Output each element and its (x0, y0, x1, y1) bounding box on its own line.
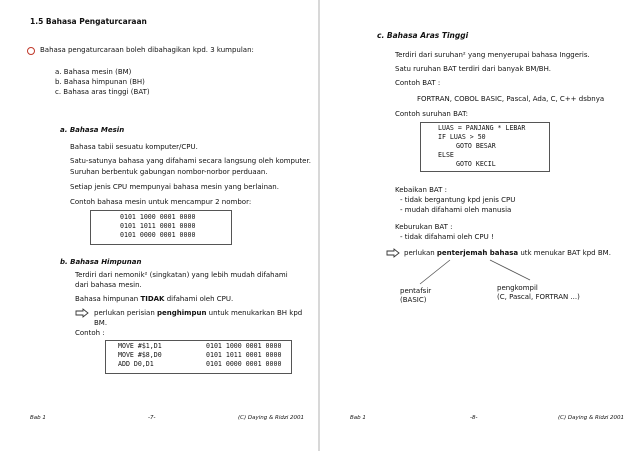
paragraph: Bahasa himpunan TIDAK difahami oleh CPU. (75, 295, 234, 303)
paragraph: - tidak difahami oleh CPU ! (400, 233, 494, 241)
page-right (320, 0, 638, 451)
binary-line: 0101 0000 0001 0000 (120, 231, 196, 239)
paragraph: dari bahasa mesin. (75, 281, 142, 289)
paragraph: - mudah difahami oleh manusia (400, 206, 512, 214)
footer-chapter: Bab 1 (30, 415, 46, 421)
compiler-example: (C, Pascal, FORTRAN ...) (497, 293, 580, 301)
footer-chapter: Bab 1 (350, 415, 366, 421)
code-line: ELSE (438, 151, 454, 159)
code-line: GOTO BESAR (456, 142, 496, 150)
subsection-title: b. Bahasa Himpunan (60, 258, 142, 266)
emphasis: TIDAK (140, 295, 165, 303)
paragraph: Kebaikan BAT : (395, 186, 448, 194)
interpreter-example: (BASIC) (400, 296, 427, 304)
subsection-title: a. Bahasa Mesin (60, 126, 125, 134)
paragraph: perlukan penterjemah bahasa utk menukar BAT kpd BM. (404, 249, 611, 257)
footer-copyright: (C) Daying & Ridzi 2001 (238, 415, 305, 421)
circle-bullet-icon (27, 47, 35, 55)
binary-line: 0101 1011 0001 0000 (120, 222, 196, 230)
paragraph: Keburukan BAT : (395, 223, 453, 231)
intro-text: Bahasa pengaturcaraan boleh dibahagikan kpd. 3 kumpulan: (40, 46, 254, 54)
arrow-right-icon (75, 308, 89, 318)
code-line: IF LUAS > 50 (438, 133, 486, 141)
page-left (0, 0, 318, 451)
list-item: a. Bahasa mesin (BM) (55, 68, 132, 76)
paragraph: Satu ruruhan BAT terdiri dari banyak BM/BH. (395, 65, 551, 73)
section-title: 1.5 Bahasa Pengaturcaraan (30, 17, 147, 26)
footer-copyright: (C) Daying & Ridzi 2001 (558, 415, 625, 421)
paragraph: - tidak bergantung kpd jenis CPU (400, 196, 516, 204)
code-line: GOTO KECIL (456, 160, 496, 168)
list-item: b. Bahasa himpunan (BH) (55, 78, 145, 86)
paragraph: perlukan perisian penghimpun untuk menukarkan BH kpd (94, 309, 303, 317)
paragraph: Contoh suruhan BAT: (395, 110, 468, 118)
language-list: FORTRAN, COBOL BASIC, Pascal, Ada, C, C++ dsbnya (417, 95, 605, 103)
binary-line: 0101 1011 0001 0000 (206, 351, 282, 359)
footer-page-number: -7- (148, 415, 156, 421)
binary-line: 0101 1000 0001 0000 (206, 342, 282, 350)
paragraph: Suruhan berbentuk gabungan nombor-norbor perduaan. (70, 168, 268, 176)
asm-line: MOVE #$8,D0 (118, 351, 162, 359)
paragraph: Contoh : (75, 329, 105, 337)
paragraph: Setiap jenis CPU mempunyai bahasa mesin yang berlainan. (70, 183, 279, 191)
arrow-right-icon (386, 248, 400, 258)
paragraph: Satu-satunya bahasa yang difahami secara langsung oleh komputer. (70, 157, 311, 165)
branch-lines (380, 258, 580, 288)
paragraph: BM. (94, 319, 108, 327)
footer-page-number: -8- (470, 415, 478, 421)
binary-line: 0101 1000 0001 0000 (120, 213, 196, 221)
paragraph: Terdiri dari suruhan² yang menyerupai bahasa Inggeris. (395, 51, 590, 59)
asm-line: MOVE #$1,D1 (118, 342, 162, 350)
asm-line: ADD D0,D1 (118, 360, 154, 368)
paragraph: Terdiri dari nemonik² (singkatan) yang lebih mudah difahami (75, 271, 288, 279)
binary-line: 0101 0000 0001 0000 (206, 360, 282, 368)
paragraph: Contoh BAT : (395, 79, 441, 87)
paragraph: Bahasa tabii sesuatu komputer/CPU. (70, 143, 198, 151)
paragraph: Contoh bahasa mesin untuk mencampur 2 nombor: (70, 198, 252, 206)
subsection-title: c. Bahasa Aras Tinggi (377, 31, 469, 40)
emphasis: penghimpun (157, 309, 207, 317)
list-item: c. Bahasa aras tinggi (BAT) (55, 88, 150, 96)
emphasis: penterjemah bahasa (436, 249, 519, 257)
code-line: LUAS = PANJANG * LEBAR (438, 124, 526, 132)
compiler-label: pengkompil (497, 284, 538, 292)
interpreter-label: pentafsir (400, 287, 432, 295)
